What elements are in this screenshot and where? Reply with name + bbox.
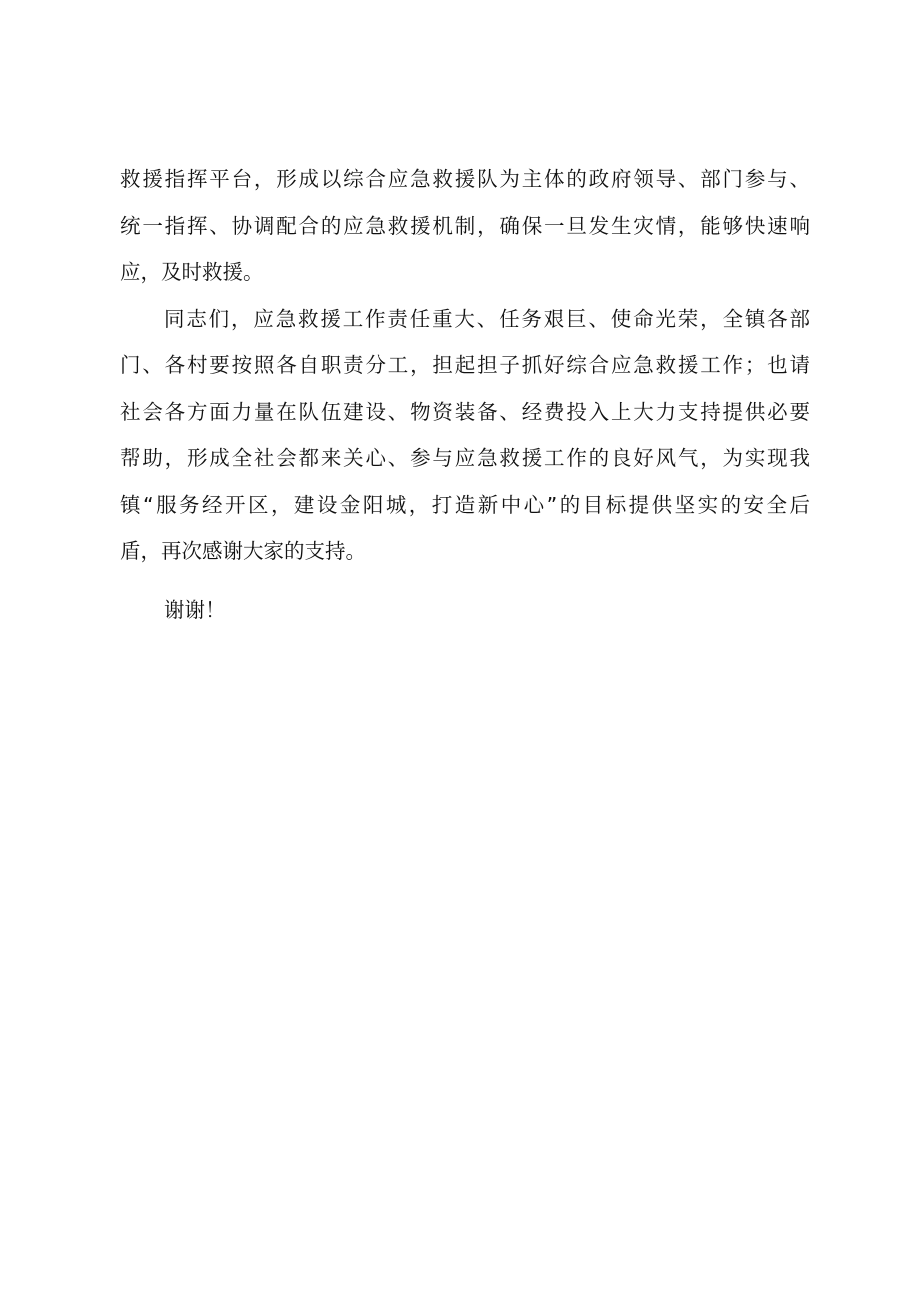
paragraph-line: 盾，再次感谢大家的支持。 (120, 539, 366, 563)
paragraph-line: 社会各方面力量在队伍建设、物资装备、经费投入上大力支持提供必要 (120, 399, 810, 424)
paragraph-line: 统一指挥、协调配合的应急救援机制，确保一旦发生灾情，能够快速响 (120, 213, 810, 238)
paragraph-2 (120, 296, 810, 575)
paragraph-line: 同志们，应急救援工作责任重大、任务艰巨、使命光荣，全镇各部 (164, 306, 810, 331)
paragraph-line: 门、各村要按照各自职责分工，担起担子抓好综合应急救援工作；也请 (120, 353, 810, 377)
document-body (120, 156, 810, 633)
closing-remark: 谢谢！ (164, 597, 226, 622)
paragraph-line: 应，及时救援。 (120, 260, 264, 284)
paragraph-line: 帮助，形成全社会都来关心、参与应急救援工作的良好风气，为实现我 (120, 446, 810, 470)
paragraph-line: 救援指挥平台，形成以综合应急救援队为主体的政府领导、部门参与、 (120, 167, 810, 191)
paragraph-1 (120, 156, 810, 296)
paragraph-line: 镇“服务经开区，建设金阳城，打造新中心”的目标提供坚实的安全后 (120, 492, 810, 517)
